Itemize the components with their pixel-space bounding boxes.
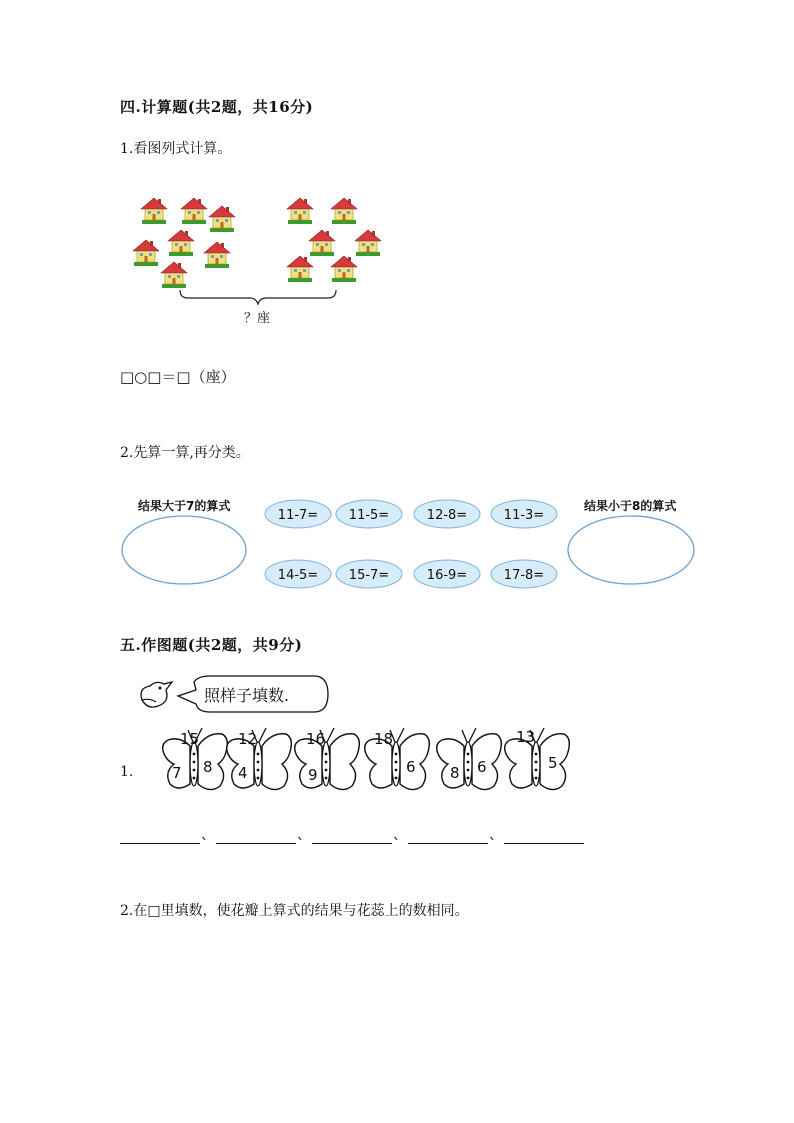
left-answer-ellipse[interactable] bbox=[122, 516, 246, 584]
svg-text:6: 6 bbox=[406, 758, 416, 776]
bird-icon bbox=[141, 682, 172, 707]
answer-blank[interactable] bbox=[504, 829, 584, 844]
speech-text: 照样子填数. bbox=[204, 686, 290, 705]
svg-text:13: 13 bbox=[516, 728, 536, 746]
svg-text:5: 5 bbox=[548, 754, 558, 772]
brace-label: ？座 bbox=[244, 311, 271, 326]
answer-blank[interactable] bbox=[408, 829, 488, 844]
svg-text:11-5=: 11-5= bbox=[348, 508, 390, 523]
svg-text:4: 4 bbox=[238, 764, 248, 782]
svg-text:16-9=: 16-9= bbox=[426, 568, 468, 583]
svg-text:9: 9 bbox=[308, 766, 318, 784]
q2-prompt: 2.先算一算,再分类。 bbox=[120, 445, 250, 461]
expr-pill[interactable] bbox=[414, 500, 480, 528]
butterfly bbox=[163, 728, 228, 790]
svg-text:17-8=: 17-8= bbox=[503, 568, 545, 583]
q5-2-prompt: 2.在□里填数，使花瓣上算式的结果与花蕊上的数相同。 bbox=[120, 903, 469, 919]
butterfly bbox=[227, 728, 292, 790]
separator: 、 bbox=[297, 827, 311, 843]
expr-pill[interactable] bbox=[336, 560, 402, 588]
answer-blanks-row bbox=[120, 824, 584, 844]
answer-blank[interactable] bbox=[216, 829, 296, 844]
answer-blank[interactable] bbox=[312, 829, 392, 844]
svg-text:14-5=: 14-5= bbox=[277, 568, 319, 583]
svg-text:12-8=: 12-8= bbox=[426, 508, 468, 523]
answer-blank[interactable] bbox=[120, 829, 200, 844]
svg-text:18: 18 bbox=[374, 730, 394, 748]
butterfly bbox=[295, 728, 360, 790]
butterfly-icon bbox=[295, 728, 360, 790]
expr-pill[interactable] bbox=[491, 500, 557, 528]
left-ellipse-label: 结果大于7的算式 bbox=[138, 499, 231, 513]
svg-text:16: 16 bbox=[306, 730, 326, 748]
svg-text:12: 12 bbox=[238, 730, 258, 748]
svg-text:11-7=: 11-7= bbox=[277, 508, 319, 523]
section5-title: 五.作图题(共2题，共9分) bbox=[120, 636, 303, 654]
butterfly-icon bbox=[227, 728, 292, 790]
svg-text:15-7=: 15-7= bbox=[348, 568, 390, 583]
svg-text:6: 6 bbox=[477, 758, 487, 776]
separator: 、 bbox=[489, 827, 503, 843]
svg-text:8: 8 bbox=[203, 758, 213, 776]
q5-1-number: 1. bbox=[120, 764, 134, 780]
right-answer-ellipse[interactable] bbox=[568, 516, 694, 584]
bird-speech-figure bbox=[136, 674, 336, 720]
separator: 、 bbox=[393, 827, 407, 843]
q1-prompt: 1.看图列式计算。 bbox=[120, 141, 232, 157]
butterfly bbox=[437, 728, 502, 790]
expr-pill[interactable] bbox=[265, 500, 331, 528]
section4-title: 四.计算题(共2题，共16分) bbox=[120, 98, 314, 116]
butterfly-icon bbox=[437, 728, 502, 790]
butterflies-figure bbox=[150, 724, 576, 802]
butterfly bbox=[505, 728, 570, 790]
expr-pill[interactable] bbox=[336, 500, 402, 528]
houses-figure bbox=[120, 186, 390, 326]
svg-text:8: 8 bbox=[450, 764, 460, 782]
expr-pill[interactable] bbox=[414, 560, 480, 588]
right-ellipse-label: 结果小于8的算式 bbox=[584, 499, 677, 513]
svg-text:11-3=: 11-3= bbox=[503, 508, 545, 523]
butterfly-icon bbox=[505, 728, 570, 790]
expr-pill[interactable] bbox=[265, 560, 331, 588]
q1-formula: □○□＝□（座） bbox=[120, 368, 236, 386]
expr-pill[interactable] bbox=[491, 560, 557, 588]
butterfly bbox=[365, 728, 430, 790]
separator: 、 bbox=[201, 827, 215, 843]
svg-text:15: 15 bbox=[180, 730, 200, 748]
classify-figure bbox=[118, 490, 702, 594]
svg-text:7: 7 bbox=[172, 764, 182, 782]
